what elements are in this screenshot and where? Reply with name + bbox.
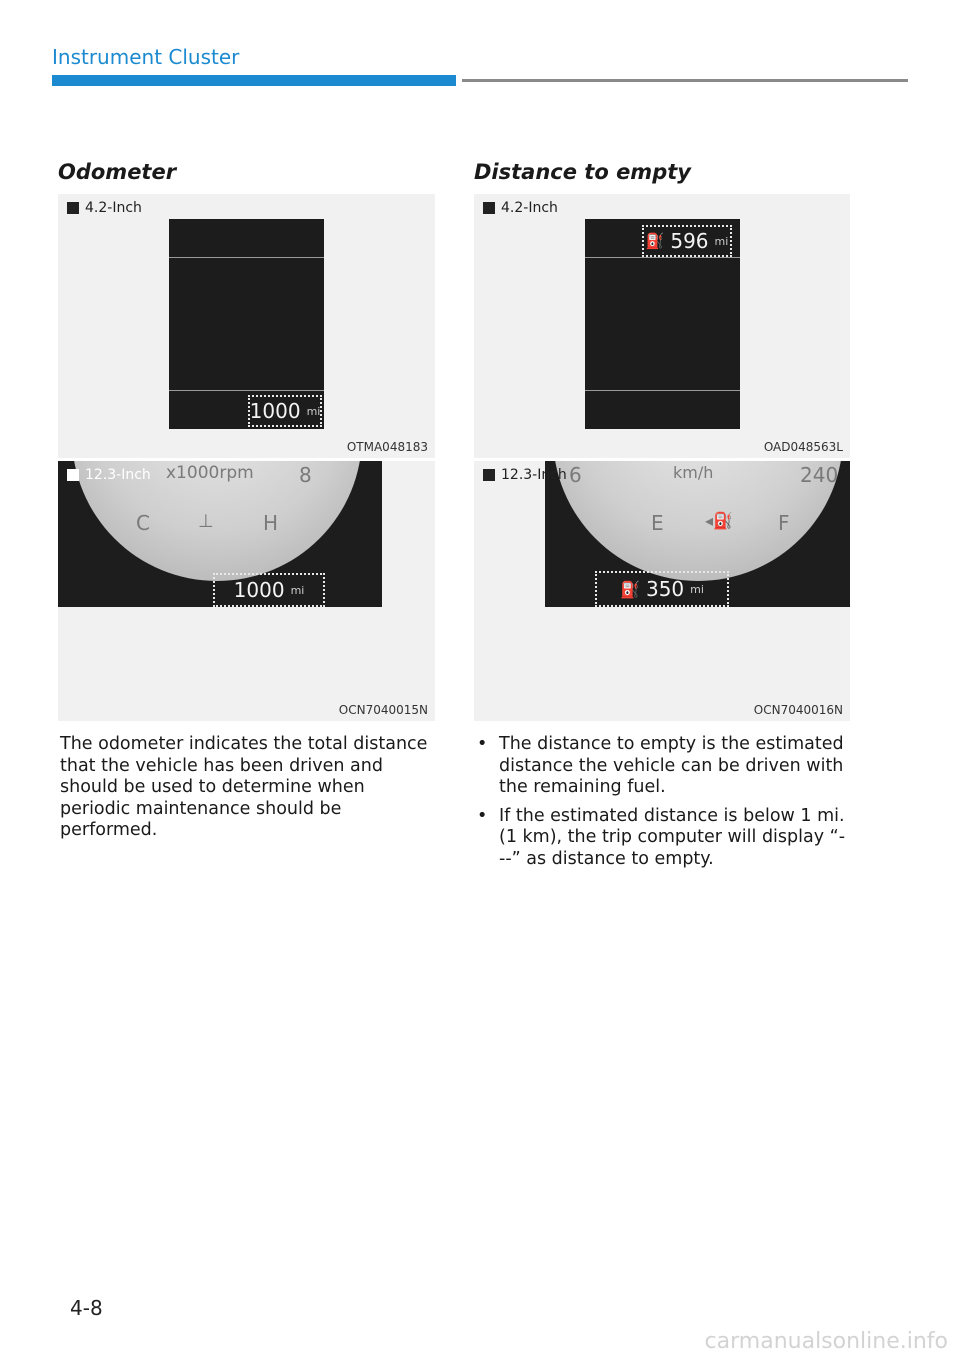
- fuel-pump-icon: ⛽: [620, 579, 640, 599]
- distance-to-empty-readout: ⛽ 350 mi: [595, 571, 729, 607]
- cluster-display: x1000rpm 8 C ⊥ H 1000 mi: [58, 461, 382, 607]
- odometer-figure-12-3-inch: [58, 461, 435, 721]
- header-rule-accent: [52, 75, 456, 86]
- odometer-figure-4-2-inch: [58, 194, 435, 458]
- odometer-readout: 1000 mi: [248, 395, 322, 427]
- speed-mark-partial: 6: [569, 463, 582, 487]
- figure-label: 4.2-Inch: [67, 200, 142, 216]
- figure-label: 4.2-Inch: [483, 200, 558, 216]
- divider: [585, 257, 740, 258]
- odometer-readout: 1000 mi: [213, 573, 325, 607]
- cluster-display: [169, 219, 324, 429]
- figure-code: OTMA048183: [346, 440, 428, 454]
- list-item: • If the estimated distance is below 1 mi. (1 km), the trip computer will display “---” as distance to empty.: [474, 806, 850, 871]
- divider: [169, 390, 324, 391]
- list-item: • The distance to empty is the estimated distance the vehicle can be driven with the remaining fuel.: [474, 734, 850, 799]
- cluster-display: 6 km/h 240 E ◂⛽ F ⛽ 350 mi: [545, 461, 850, 607]
- dte-figure-12-3-inch: [474, 461, 850, 721]
- fuel-pump-icon: ⛽: [645, 232, 665, 250]
- cluster-display: [585, 219, 740, 429]
- coolant-temperature-icon: ⊥: [198, 511, 214, 532]
- figure-code: OAD048563L: [763, 440, 843, 454]
- figure-label: 12.3-Inch: [483, 467, 567, 483]
- square-bullet-icon: [483, 469, 495, 481]
- odometer-heading: Odometer: [58, 160, 177, 184]
- square-bullet-icon: [67, 202, 79, 214]
- square-bullet-icon: [67, 469, 79, 481]
- running-header: Instrument Cluster: [52, 45, 240, 69]
- watermark: carmanualsonline.info: [704, 1329, 948, 1354]
- figure-code: OCN7040015N: [338, 703, 428, 717]
- distance-to-empty-readout: ⛽ 596 mi: [642, 225, 732, 257]
- figure-label: 12.3-Inch: [67, 467, 151, 483]
- odometer-description: The odometer indicates the total distance that the vehicle has been driven and should be used to determine when periodic maintenance should be performed.: [60, 734, 428, 840]
- fuel-pump-icon: ◂⛽: [705, 511, 733, 530]
- dte-figure-4-2-inch: [474, 194, 850, 458]
- divider: [585, 390, 740, 391]
- figure-code: OCN7040016N: [753, 703, 843, 717]
- header-rule: [462, 79, 908, 82]
- distance-to-empty-heading: Distance to empty: [474, 160, 691, 184]
- dte-bullet-list: [474, 734, 850, 877]
- divider: [169, 257, 324, 258]
- square-bullet-icon: [483, 202, 495, 214]
- page-number: 4-8: [70, 1296, 103, 1320]
